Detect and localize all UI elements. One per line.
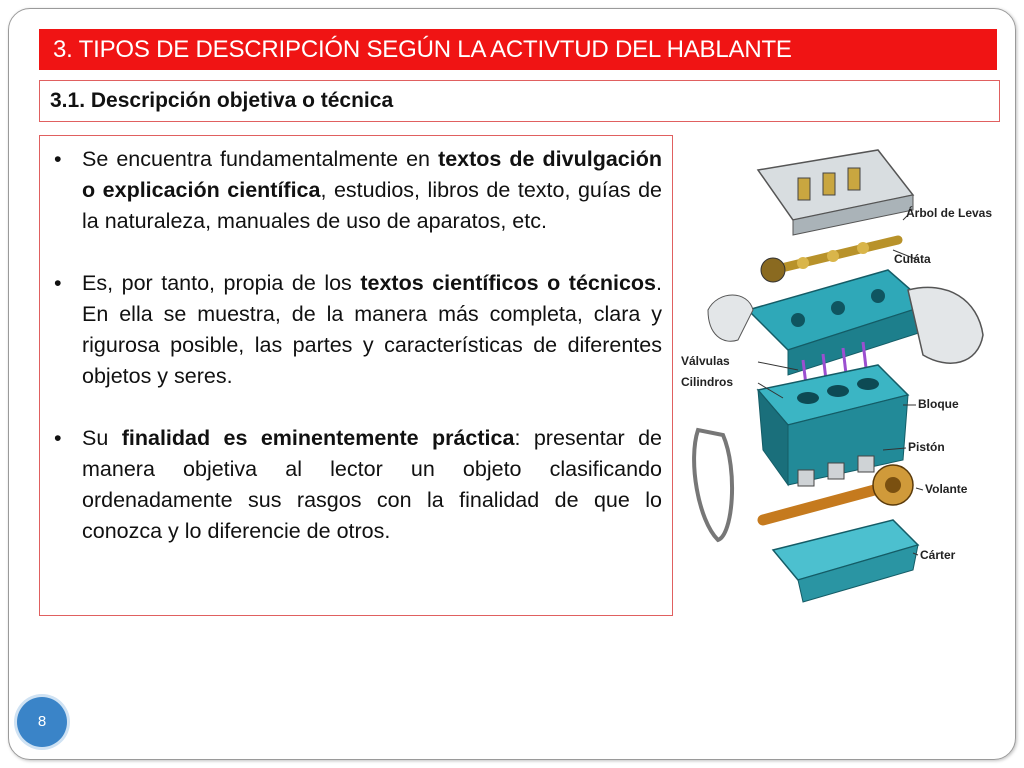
bullet-item xyxy=(54,268,662,392)
label-valvulas: Válvulas xyxy=(681,354,730,368)
bullet-dot-icon: • xyxy=(54,147,62,171)
bullet-text: Es, por tanto, propia de los textos científicos o técnicos. En ella se muestra, de la manera más completa, clara y rigurosa posible, las partes y características de diferentes objetos y seres. xyxy=(82,271,662,388)
bullet-text: Se encuentra fundamentalmente en textos de divulgación o explicación científica, estudios, libros de texto, guías de la naturaleza, manuales de uso de aparatos, etc. xyxy=(82,147,662,233)
bullet-text-box xyxy=(39,135,673,616)
exploded-engine-illustration xyxy=(678,140,1008,610)
section-subtitle: 3.1. Descripción objetiva o técnica xyxy=(39,80,1000,122)
timing-belt-icon xyxy=(694,430,732,540)
valve-cover-icon xyxy=(758,150,913,235)
label-piston: Pistón xyxy=(908,440,945,454)
label-culata: Culáta xyxy=(894,252,931,266)
bullet-item xyxy=(54,144,662,237)
bullet-dot-icon: • xyxy=(54,271,62,295)
label-bloque: Bloque xyxy=(918,397,959,411)
bold-term: textos científicos o técnicos xyxy=(360,271,657,295)
label-carter: Cárter xyxy=(920,548,956,562)
label-volante: Volante xyxy=(925,482,968,496)
page-number-badge: 8 xyxy=(17,697,67,747)
label-arbol-de-levas: Árbol de Levas xyxy=(906,206,993,220)
slide-title: 3. TIPOS DE DESCRIPCIÓN SEGÚN LA ACTIVTUD DEL HABLANTE xyxy=(39,29,997,70)
bullet-item xyxy=(54,423,662,547)
bullet-text: Su finalidad es eminentemente práctica: presentar de manera objetiva al lector un objeto clasificando ordenadamente sus rasgos con la finalidad de que lo conozca y lo diferencie de otros. xyxy=(82,426,662,543)
cylinder-head-icon xyxy=(748,270,928,375)
oil-pan-icon xyxy=(773,520,918,602)
label-cilindros: Cilindros xyxy=(681,375,734,389)
bullet-dot-icon: • xyxy=(54,426,62,450)
bold-term: textos de divulgación o explicación científica xyxy=(82,147,662,202)
bold-term: finalidad es eminentemente práctica xyxy=(121,426,515,450)
